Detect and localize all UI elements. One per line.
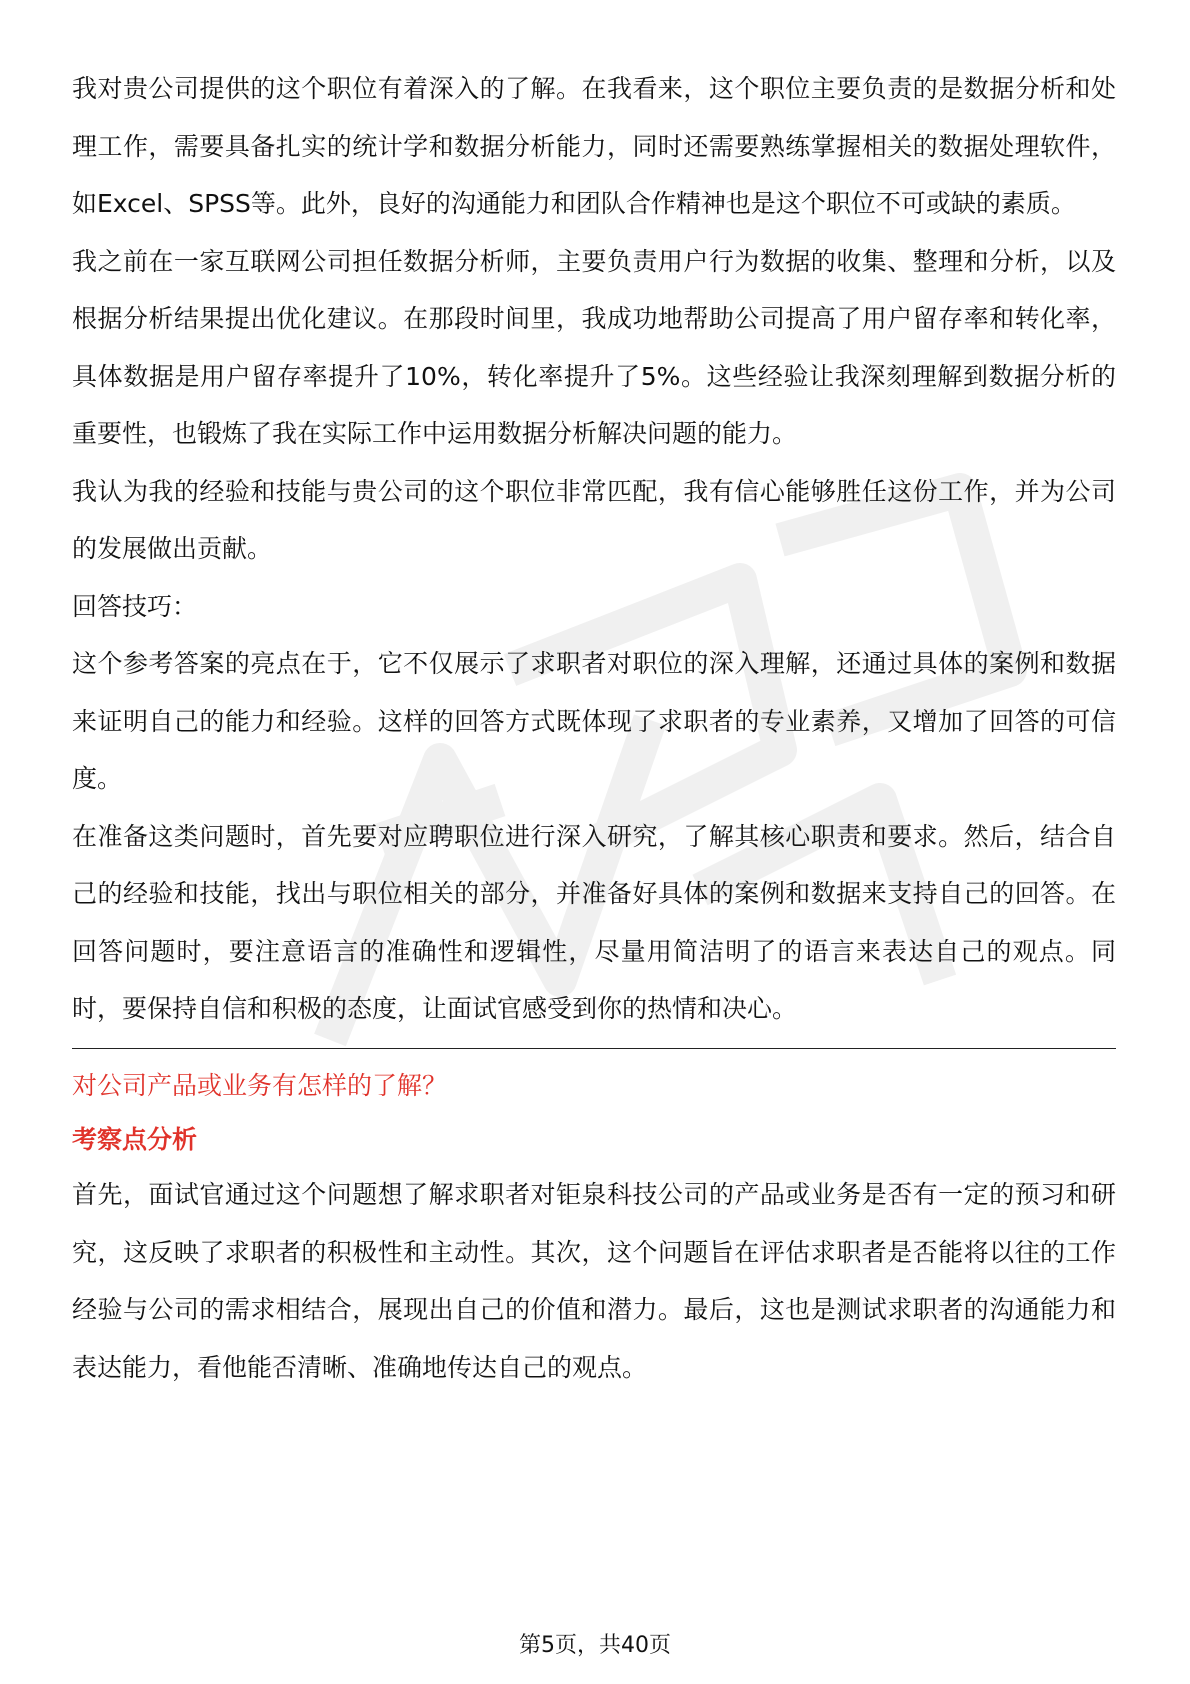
- analysis-heading: 考察点分析: [72, 1125, 198, 1154]
- tips-paragraph-highlight: 这个参考答案的亮点在于，它不仅展示了求职者对职位的深入理解，还通过具体的案例和数据来证明自己的能力和经验。这样的回答方式既体现了求职者的专业素养，又增加了回答的可信度。: [72, 649, 1116, 793]
- main-content: [72, 60, 1116, 1396]
- answer-paragraph-match: 我认为我的经验和技能与贵公司的这个职位非常匹配，我有信心能够胜任这份工作，并为公司的发展做出贡献。: [72, 476, 1116, 563]
- analysis-paragraph: 首先，面试官通过这个问题想了解求职者对钜泉科技公司的产品或业务是否有一定的预习和研究，这反映了求职者的积极性和主动性。其次，这个问题旨在评估求职者是否能将以往的工作经验与公司的需求相结合，展现出自己的价值和潜力。最后，这也是测试求职者的沟通能力和表达能力，看他能否清晰、准确地传达自己的观点。: [72, 1180, 1116, 1382]
- tips-heading: 回答技巧：: [72, 591, 198, 621]
- page-number: 第5页，共40页: [519, 1633, 671, 1658]
- answer-paragraph-understanding: 我对贵公司提供的这个职位有着深入的了解。在我看来，这个职位主要负责的是数据分析和处理工作，需要具备扎实的统计学和数据分析能力，同时还需要熟练掌握相关的数据处理软件，如Excel、SPSS等。此外，良好的沟通能力和团队合作精神也是这个职位不可或缺的素质。: [72, 74, 1116, 218]
- tips-paragraph-preparation: 在准备这类问题时，首先要对应聘职位进行深入研究，了解其核心职责和要求。然后，结合自己的经验和技能，找出与职位相关的部分，并准备好具体的案例和数据来支持自己的回答。在回答问题时，要注意语言的准确性和逻辑性，尽量用简洁明了的语言来表达自己的观点。同时，要保持自信和积极的态度，让面试官感受到你的热情和决心。: [72, 821, 1116, 1023]
- section-divider: [72, 1048, 1116, 1049]
- interview-question: 对公司产品或业务有怎样的了解？: [72, 1070, 448, 1100]
- answer-paragraph-experience: 我之前在一家互联网公司担任数据分析师，主要负责用户行为数据的收集、整理和分析，以及根据分析结果提出优化建议。在那段时间里，我成功地帮助公司提高了用户留存率和转化率，具体数据是用户留存率提升了10%，转化率提升了5%。这些经验让我深刻理解到数据分析的重要性，也锻炼了我在实际工作中运用数据分析解决问题的能力。: [72, 246, 1116, 448]
